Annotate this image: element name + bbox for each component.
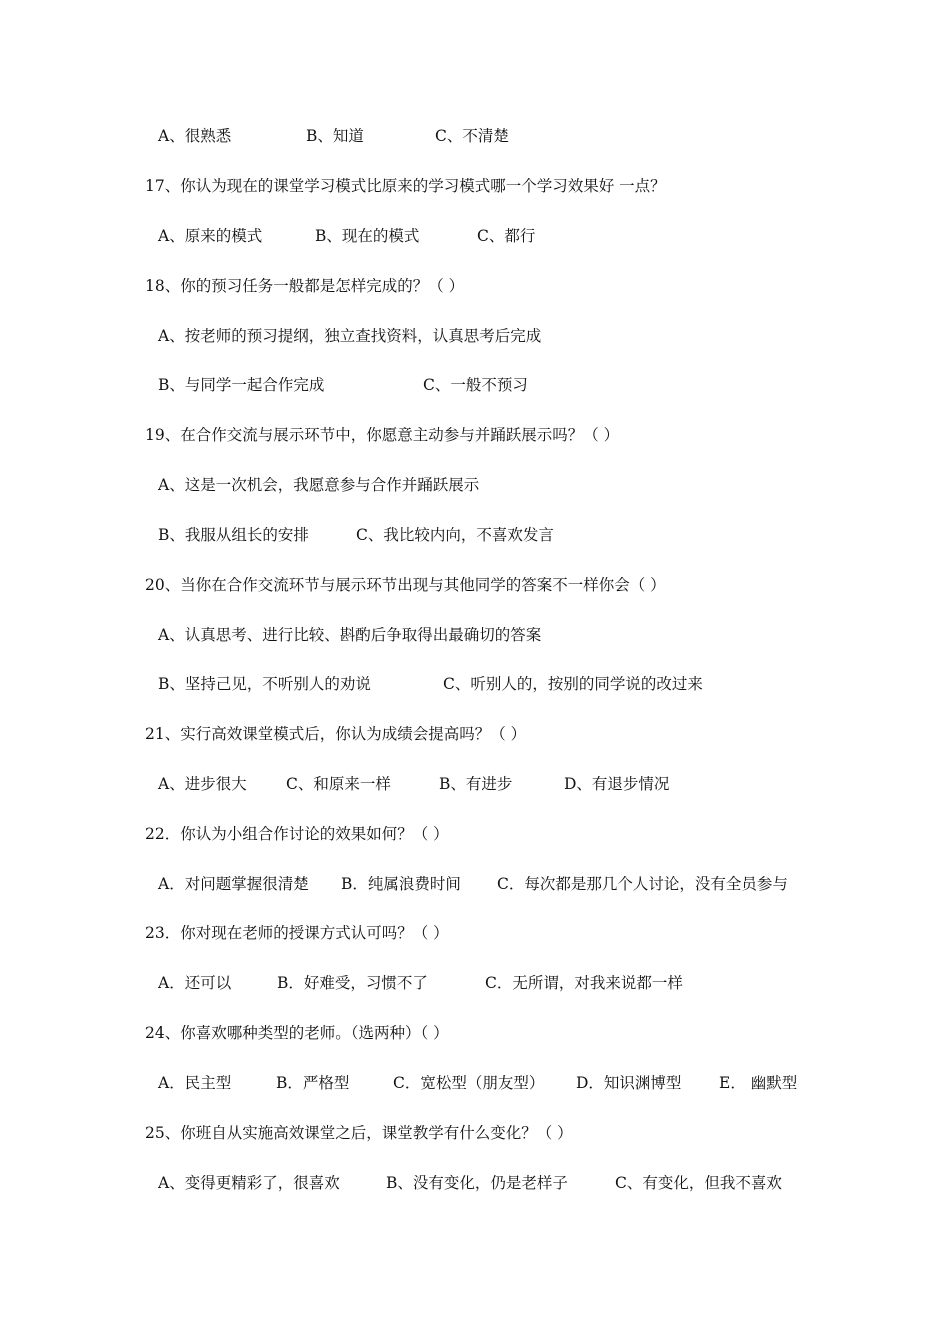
option-b: B．严格型 — [276, 1074, 350, 1092]
option-c: C、我比较内向，不喜欢发言 — [356, 526, 554, 544]
option-c: C．宽松型（朋友型） — [393, 1074, 545, 1092]
option-a: A、认真思考、进行比较、斟酌后争取得出最确切的答案 — [158, 626, 542, 644]
option-c: C、和原来一样 — [286, 775, 391, 793]
option-c: C．无所谓，对我来说都一样 — [485, 974, 683, 992]
question-21: 21、实行高效课堂模式后，你认为成绩会提高吗？（ ） — [145, 725, 527, 743]
option-c: C、不清楚 — [435, 127, 509, 145]
question-17: 17、你认为现在的课堂学习模式比原来的学习模式哪一个学习效果好 一点？ — [145, 177, 666, 195]
option-c: C．每次都是那几个人讨论，没有全员参与 — [497, 875, 788, 893]
option-b: B、现在的模式 — [315, 227, 420, 245]
option-b: B．纯属浪费时间 — [341, 875, 461, 893]
option-a: A、这是一次机会，我愿意参与合作并踊跃展示 — [158, 476, 480, 494]
option-d: D、有退步情况 — [564, 775, 670, 793]
question-25: 25、你班自从实施高效课堂之后，课堂教学有什么变化？（ ） — [145, 1124, 573, 1142]
option-b: B、与同学一起合作完成 — [158, 376, 325, 394]
question-20: 20、当你在合作交流环节与展示环节出现与其他同学的答案不一样你会（ ） — [145, 576, 666, 594]
option-c: C、有变化，但我不喜欢 — [615, 1174, 782, 1192]
question-23: 23．你对现在老师的授课方式认可吗？（ ） — [145, 924, 449, 942]
option-c: C、都行 — [477, 227, 536, 245]
option-e: E． 幽默型 — [719, 1074, 798, 1092]
option-b: B、有进步 — [439, 775, 513, 793]
question-19: 19、在合作交流与展示环节中，你愿意主动参与并踊跃展示吗？（ ） — [145, 426, 620, 444]
option-c: C、听别人的，按别的同学说的改过来 — [443, 675, 703, 693]
option-a: A、按老师的预习提纲，独立查找资料，认真思考后完成 — [158, 327, 542, 345]
option-a: A．还可以 — [158, 974, 232, 992]
option-d: D．知识渊博型 — [576, 1074, 682, 1092]
option-a: A．对问题掌握很清楚 — [158, 875, 309, 893]
option-a: A．民主型 — [158, 1074, 232, 1092]
question-24: 24、你喜欢哪种类型的老师。（选两种）（ ） — [145, 1024, 449, 1042]
question-22: 22．你认为小组合作讨论的效果如何？（ ） — [145, 825, 449, 843]
option-a: A、变得更精彩了，很喜欢 — [158, 1174, 340, 1192]
option-a: A、很熟悉 — [158, 127, 232, 145]
option-a: A、进步很大 — [158, 775, 247, 793]
question-18: 18、你的预习任务一般都是怎样完成的？（ ） — [145, 277, 465, 295]
option-b: B、我服从组长的安排 — [158, 526, 309, 544]
option-b: B、没有变化，仍是老样子 — [386, 1174, 568, 1192]
option-c: C、一般不预习 — [423, 376, 528, 394]
option-b: B、知道 — [306, 127, 364, 145]
option-a: A、原来的模式 — [158, 227, 263, 245]
option-b: B．好难受，习惯不了 — [277, 974, 428, 992]
option-b: B、坚持己见，不听别人的劝说 — [158, 675, 371, 693]
